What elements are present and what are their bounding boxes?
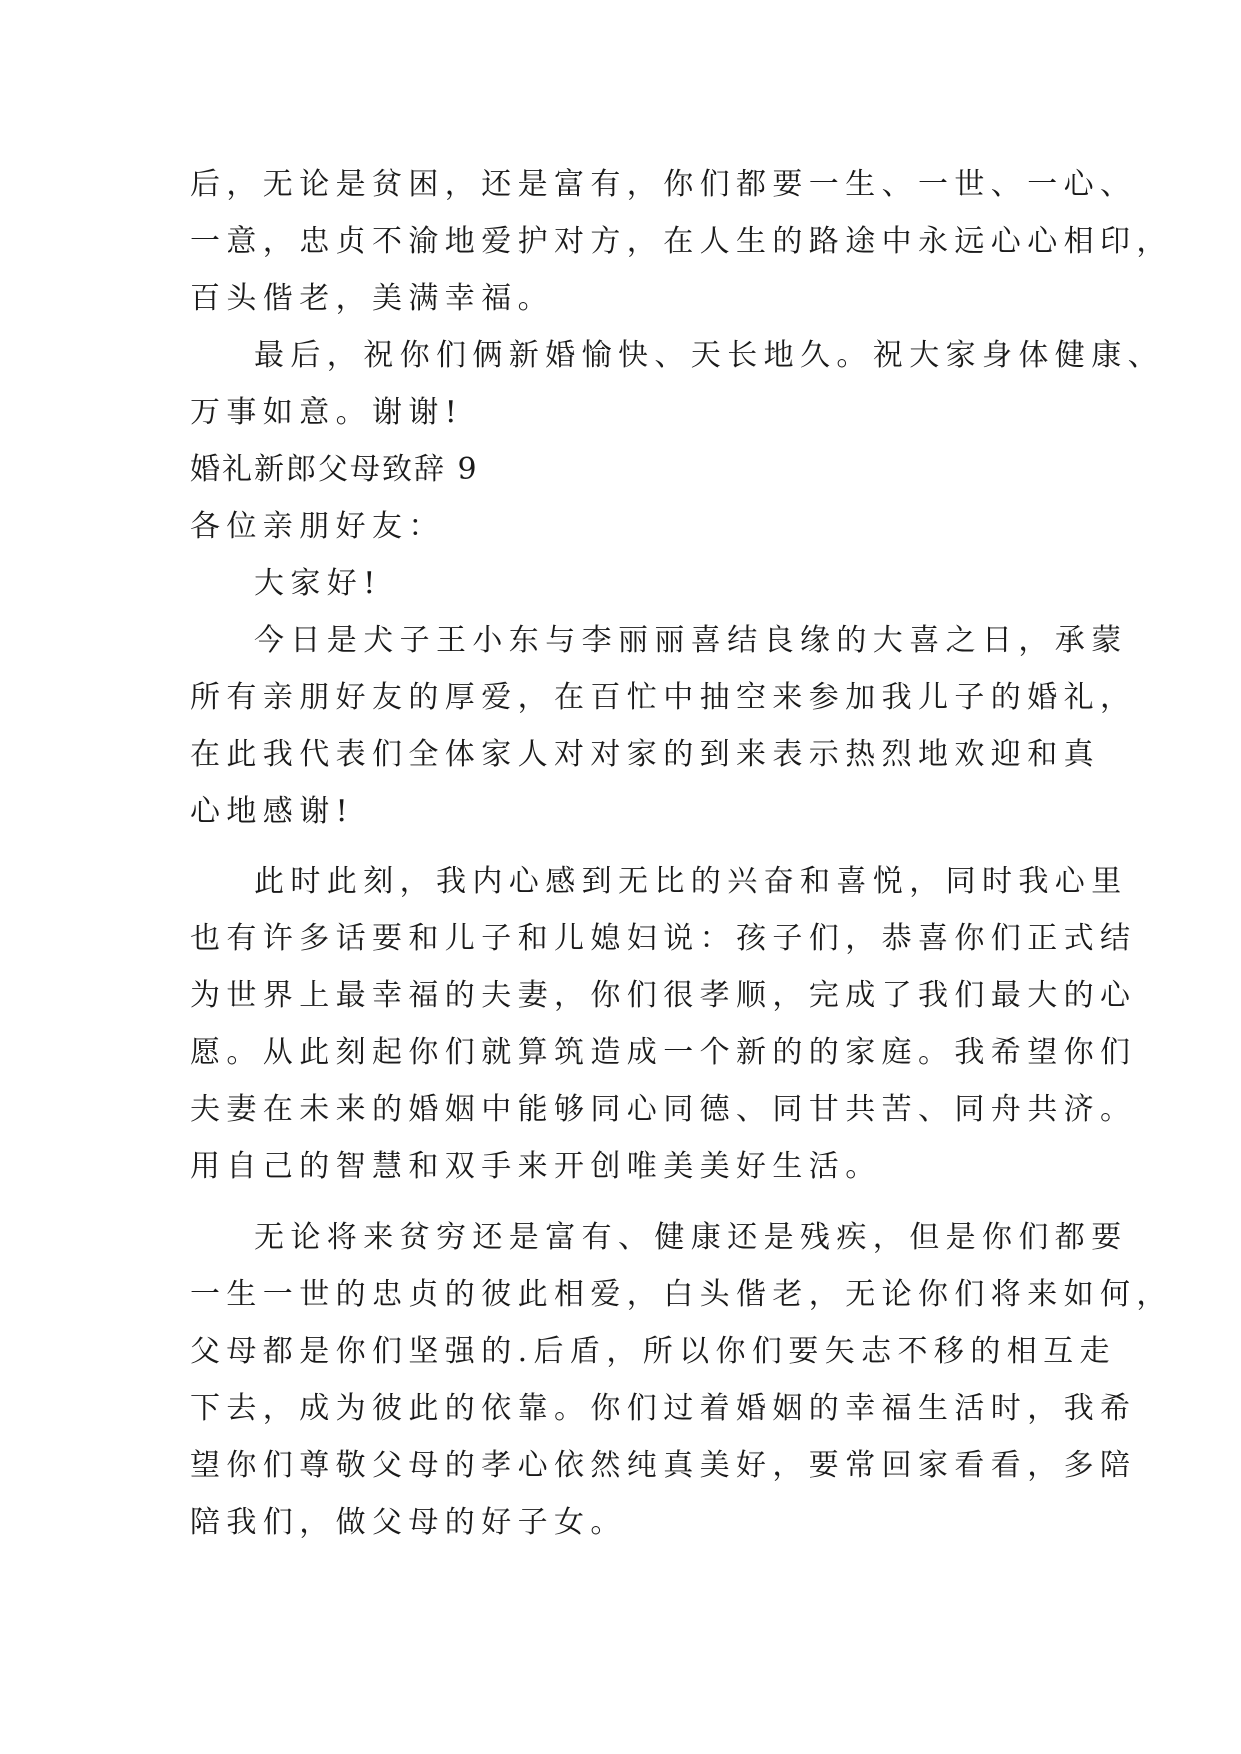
section-heading: 婚礼新郎父母致辞 9 (190, 452, 479, 487)
text-line: 愿。从此刻起你们就算筑造成一个新的的家庭。我希望你们 (190, 1035, 1137, 1070)
text-line: 万事如意。谢谢! (190, 395, 464, 430)
text-line: 百头偕老，美满幸福。 (190, 281, 554, 316)
text-line: 一意，忠贞不渝地爱护对方，在人生的路途中永远心心相印， (190, 224, 1173, 259)
greeting: 大家好! (254, 566, 382, 601)
text-line: 也有许多话要和儿子和儿媳妇说：孩子们，恭喜你们正式结 (190, 921, 1137, 956)
text-line: 用自己的智慧和双手来开创唯美美好生活。 (190, 1149, 882, 1184)
text-line: 所有亲朋好友的厚爱，在百忙中抽空来参加我儿子的婚礼， (190, 680, 1137, 715)
salutation: 各位亲朋好友： (190, 509, 445, 544)
text-line: 在此我代表们全体家人对对家的到来表示热烈地欢迎和真 (190, 737, 1100, 772)
text-line: 父母都是你们坚强的.后盾，所以你们要矢志不移的相互走 (190, 1334, 1116, 1369)
text-line: 下去，成为彼此的依靠。你们过着婚姻的幸福生活时，我希 (190, 1391, 1137, 1426)
text-line: 今日是犬子王小东与李丽丽喜结良缘的大喜之日，承蒙 (254, 623, 1128, 658)
text-line: 无论将来贫穷还是富有、健康还是残疾，但是你们都要 (254, 1220, 1128, 1255)
text-line: 望你们尊敬父母的孝心依然纯真美好，要常回家看看，多陪 (190, 1448, 1137, 1483)
text-line: 后，无论是贫困，还是富有，你们都要一生、一世、一心、 (190, 167, 1137, 202)
text-line: 一生一世的忠贞的彼此相爱，白头偕老，无论你们将来如何， (190, 1277, 1173, 1312)
text-line: 最后，祝你们俩新婚愉快、天长地久。祝大家身体健康、 (254, 338, 1164, 373)
text-line: 心地感谢! (190, 794, 355, 829)
text-line: 夫妻在未来的婚姻中能够同心同德、同甘共苦、同舟共济。 (190, 1092, 1137, 1127)
text-line: 陪我们，做父母的好子女。 (190, 1505, 627, 1540)
text-line: 为世界上最幸福的夫妻，你们很孝顺，完成了我们最大的心 (190, 978, 1137, 1013)
text-line: 此时此刻，我内心感到无比的兴奋和喜悦，同时我心里 (254, 864, 1128, 899)
